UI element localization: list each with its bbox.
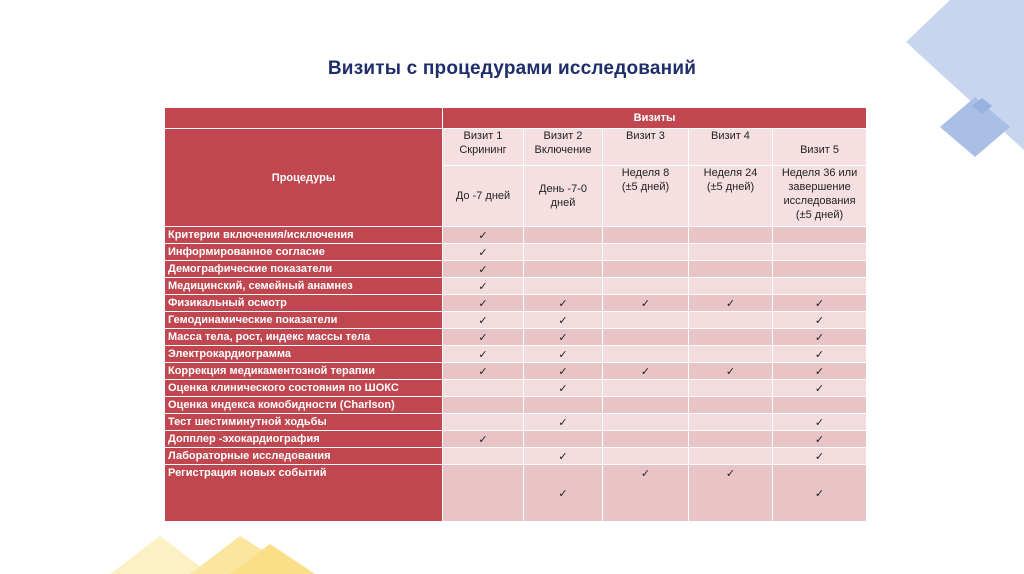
empty-cell — [689, 278, 773, 295]
check-icon: ✓ — [524, 380, 603, 397]
check-icon: ✓ — [524, 363, 603, 380]
empty-cell — [443, 465, 524, 522]
decor-yellow-triangle-1 — [110, 536, 210, 574]
header-visit-name: Визит 3 — [603, 129, 689, 166]
empty-cell — [689, 346, 773, 363]
header-visits: Визиты — [443, 108, 867, 129]
empty-cell — [524, 261, 603, 278]
empty-cell — [603, 227, 689, 244]
header-blank — [165, 108, 443, 129]
check-icon: ✓ — [603, 465, 689, 522]
decor-yellow-shapes — [100, 530, 320, 574]
header-visit-timing: Неделя 36 или завершение исследования (±5 дней) — [773, 166, 867, 227]
page-title: Визиты с процедурами исследований — [327, 58, 697, 79]
check-icon: ✓ — [524, 346, 603, 363]
procedure-label: Допплер -эхокардиография — [165, 431, 443, 448]
procedure-label: Оценка индекса комобидности (Charlson) — [165, 397, 443, 414]
check-icon: ✓ — [443, 227, 524, 244]
header-visit-name: Визит 2 Включение — [524, 129, 603, 166]
empty-cell — [689, 414, 773, 431]
table-row — [165, 244, 867, 261]
header-visit-name: Визит 4 — [689, 129, 773, 166]
procedure-label: Гемодинамические показатели — [165, 312, 443, 329]
empty-cell — [443, 414, 524, 431]
empty-cell — [689, 261, 773, 278]
procedure-label: Регистрация новых событий — [165, 465, 443, 522]
check-icon: ✓ — [773, 363, 867, 380]
check-icon: ✓ — [773, 380, 867, 397]
empty-cell — [603, 329, 689, 346]
check-icon: ✓ — [773, 346, 867, 363]
check-icon: ✓ — [773, 465, 867, 522]
empty-cell — [524, 244, 603, 261]
check-icon: ✓ — [443, 329, 524, 346]
procedure-label: Информированное согласие — [165, 244, 443, 261]
check-icon: ✓ — [773, 448, 867, 465]
procedure-label: Лабораторные исследования — [165, 448, 443, 465]
check-icon: ✓ — [603, 295, 689, 312]
empty-cell — [689, 244, 773, 261]
empty-cell — [603, 312, 689, 329]
procedures-table — [164, 107, 867, 522]
empty-cell — [603, 346, 689, 363]
check-icon: ✓ — [524, 312, 603, 329]
table-row — [165, 312, 867, 329]
empty-cell — [773, 261, 867, 278]
check-icon: ✓ — [773, 431, 867, 448]
check-icon: ✓ — [524, 465, 603, 522]
table-row — [165, 227, 867, 244]
procedure-label: Медицинский, семейный анамнез — [165, 278, 443, 295]
procedure-label: Тест шестиминутной ходьбы — [165, 414, 443, 431]
check-icon: ✓ — [524, 329, 603, 346]
table-row — [165, 261, 867, 278]
check-icon: ✓ — [773, 312, 867, 329]
check-icon: ✓ — [773, 329, 867, 346]
check-icon: ✓ — [443, 278, 524, 295]
empty-cell — [603, 244, 689, 261]
check-icon: ✓ — [443, 346, 524, 363]
header-visit-timing: Неделя 8 (±5 дней) — [603, 166, 689, 227]
header-visit-timing: Неделя 24 (±5 дней) — [689, 166, 773, 227]
empty-cell — [773, 278, 867, 295]
table-row — [165, 346, 867, 363]
check-icon: ✓ — [443, 295, 524, 312]
empty-cell — [689, 397, 773, 414]
check-icon: ✓ — [443, 244, 524, 261]
empty-cell — [603, 397, 689, 414]
procedure-label: Критерии включения/исключения — [165, 227, 443, 244]
table-row — [165, 295, 867, 312]
procedure-label: Физикальный осмотр — [165, 295, 443, 312]
check-icon: ✓ — [689, 295, 773, 312]
check-icon: ✓ — [689, 363, 773, 380]
procedure-label: Электрокардиограмма — [165, 346, 443, 363]
table-row — [165, 448, 867, 465]
check-icon: ✓ — [603, 363, 689, 380]
table-row — [165, 329, 867, 346]
empty-cell — [773, 227, 867, 244]
check-icon: ✓ — [773, 414, 867, 431]
header-row-visits — [165, 108, 867, 129]
empty-cell — [689, 312, 773, 329]
empty-cell — [443, 448, 524, 465]
check-icon: ✓ — [524, 295, 603, 312]
empty-cell — [524, 227, 603, 244]
check-icon: ✓ — [443, 363, 524, 380]
empty-cell — [773, 397, 867, 414]
empty-cell — [524, 397, 603, 414]
empty-cell — [689, 227, 773, 244]
procedure-label: Коррекция медикаментозной терапии — [165, 363, 443, 380]
procedure-label: Демографические показатели — [165, 261, 443, 278]
empty-cell — [443, 380, 524, 397]
empty-cell — [524, 278, 603, 295]
header-visit-name: Визит 1 Скрининг — [443, 129, 524, 166]
empty-cell — [603, 414, 689, 431]
check-icon: ✓ — [689, 465, 773, 522]
header-visit-name: Визит 5 — [773, 129, 867, 166]
table-row — [165, 431, 867, 448]
empty-cell — [524, 431, 603, 448]
check-icon: ✓ — [773, 295, 867, 312]
check-icon: ✓ — [524, 448, 603, 465]
decor-blue-diamonds — [880, 0, 1024, 180]
procedure-label: Масса тела, рост, индекс массы тела — [165, 329, 443, 346]
check-icon: ✓ — [443, 431, 524, 448]
check-icon: ✓ — [524, 414, 603, 431]
header-row-names — [165, 129, 867, 166]
check-icon: ✓ — [443, 312, 524, 329]
table-row — [165, 363, 867, 380]
empty-cell — [689, 380, 773, 397]
empty-cell — [603, 261, 689, 278]
procedure-label: Оценка клинического состояния по ШОКС — [165, 380, 443, 397]
header-visit-timing: День -7-0 дней — [524, 166, 603, 227]
table-row — [165, 397, 867, 414]
empty-cell — [603, 380, 689, 397]
header-visit-timing: До -7 дней — [443, 166, 524, 227]
empty-cell — [689, 431, 773, 448]
empty-cell — [773, 244, 867, 261]
table-row — [165, 465, 867, 522]
empty-cell — [689, 329, 773, 346]
table-row — [165, 278, 867, 295]
empty-cell — [443, 397, 524, 414]
empty-cell — [689, 448, 773, 465]
header-procedures: Процедуры — [165, 129, 443, 227]
empty-cell — [603, 431, 689, 448]
empty-cell — [603, 278, 689, 295]
check-icon: ✓ — [443, 261, 524, 278]
empty-cell — [603, 448, 689, 465]
table-row — [165, 414, 867, 431]
table-row — [165, 380, 867, 397]
